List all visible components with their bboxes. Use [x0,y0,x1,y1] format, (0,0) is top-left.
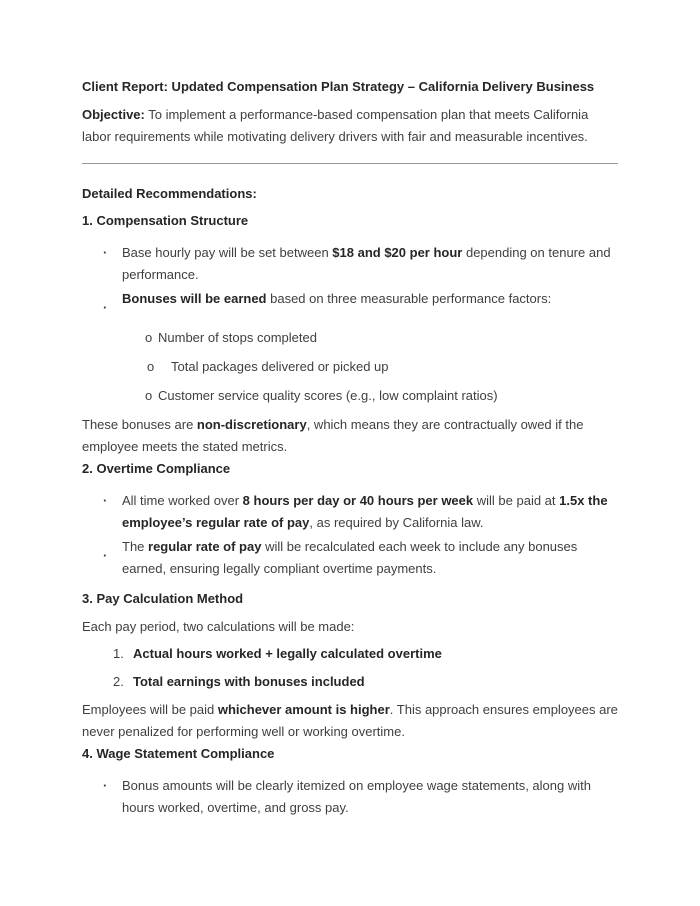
bullet-dot-icon: · [103,548,108,563]
bullet-text: Bonus amounts will be clearly itemized on employee wage statements, along with hours worked, overtime, and gross pay. [122,778,591,815]
bullet-dot-icon: · [103,778,108,793]
section-1-bullet-list [82,242,618,319]
section-divider [82,163,618,164]
sub-bullet-o-icon: o [147,359,155,374]
section-3-heading: 3. Pay Calculation Method [82,591,244,606]
numbered-item-text: Actual hours worked + legally calculated overtime [133,646,442,661]
section-2-heading: 2. Overtime Compliance [82,461,231,476]
bullet-item-base-pay [82,242,618,286]
performance-factors-list [82,327,618,407]
bullet-item-bonuses [82,288,618,319]
numbered-item-earnings [82,671,618,693]
higher-amount-note: Employees will be paid whichever amount is higher. This approach ensures employees are never penalized for performing well or working overtime. [82,702,618,739]
bullet-text: The regular rate of pay will be recalculated each week to include any bonuses earned, ensuring legally compliant overtime payments. [122,539,578,576]
bullet-dot-icon: · [103,493,108,508]
document-title: Client Report: Updated Compensation Plan Strategy – California Delivery Business [82,79,595,94]
numbered-item-hours [82,643,618,665]
bullet-text: All time worked over 8 hours per day or 40 hours per week will be paid at 1.5x the employee’s regular rate of pay, as required by California law. [122,493,608,530]
pay-calc-numbered-list [82,643,618,693]
section-4-heading: 4. Wage Statement Compliance [82,746,275,761]
pay-calc-intro: Each pay period, two calculations will be made: [82,619,355,634]
sub-bullet-packages [82,356,618,378]
section-1-heading: 1. Compensation Structure [82,213,249,228]
sub-bullet-o-icon: o [145,388,153,403]
section-4-bullet-list [82,775,618,819]
bullet-text: Base hourly pay will be set between $18 and $20 per hour depending on tenure and performance. [122,245,611,282]
bullet-text: Bonuses will be earned based on three measurable performance factors: [122,291,552,306]
bullet-item-overtime-rate [82,490,618,534]
bullet-item-wage-statements [82,775,618,819]
list-number: 2. [113,674,124,689]
objective-label: Objective: [82,107,145,122]
objective-paragraph [82,104,618,148]
sub-bullet-service [82,385,618,407]
objective-text: To implement a performance-based compensation plan that meets California labor requirements while motivating delivery drivers with fair and measurable incentives. [82,107,589,144]
sub-bullet-text: Total packages delivered or picked up [171,359,389,374]
sub-bullet-text: Number of stops completed [158,330,317,345]
non-discretionary-note: These bonuses are non-discretionary, which means they are contractually owed if the employee meets the stated metrics. [82,417,584,454]
section-2-bullet-list [82,490,618,580]
bullet-dot-icon: · [103,300,108,315]
bullet-item-regular-rate [82,536,618,580]
numbered-item-text: Total earnings with bonuses included [133,674,365,689]
bullet-dot-icon: · [103,245,108,260]
sub-bullet-o-icon: o [145,330,153,345]
recommendations-heading: Detailed Recommendations: [82,186,257,201]
sub-bullet-stops [82,327,618,349]
list-number: 1. [113,646,124,661]
sub-bullet-text: Customer service quality scores (e.g., low complaint ratios) [158,388,498,403]
